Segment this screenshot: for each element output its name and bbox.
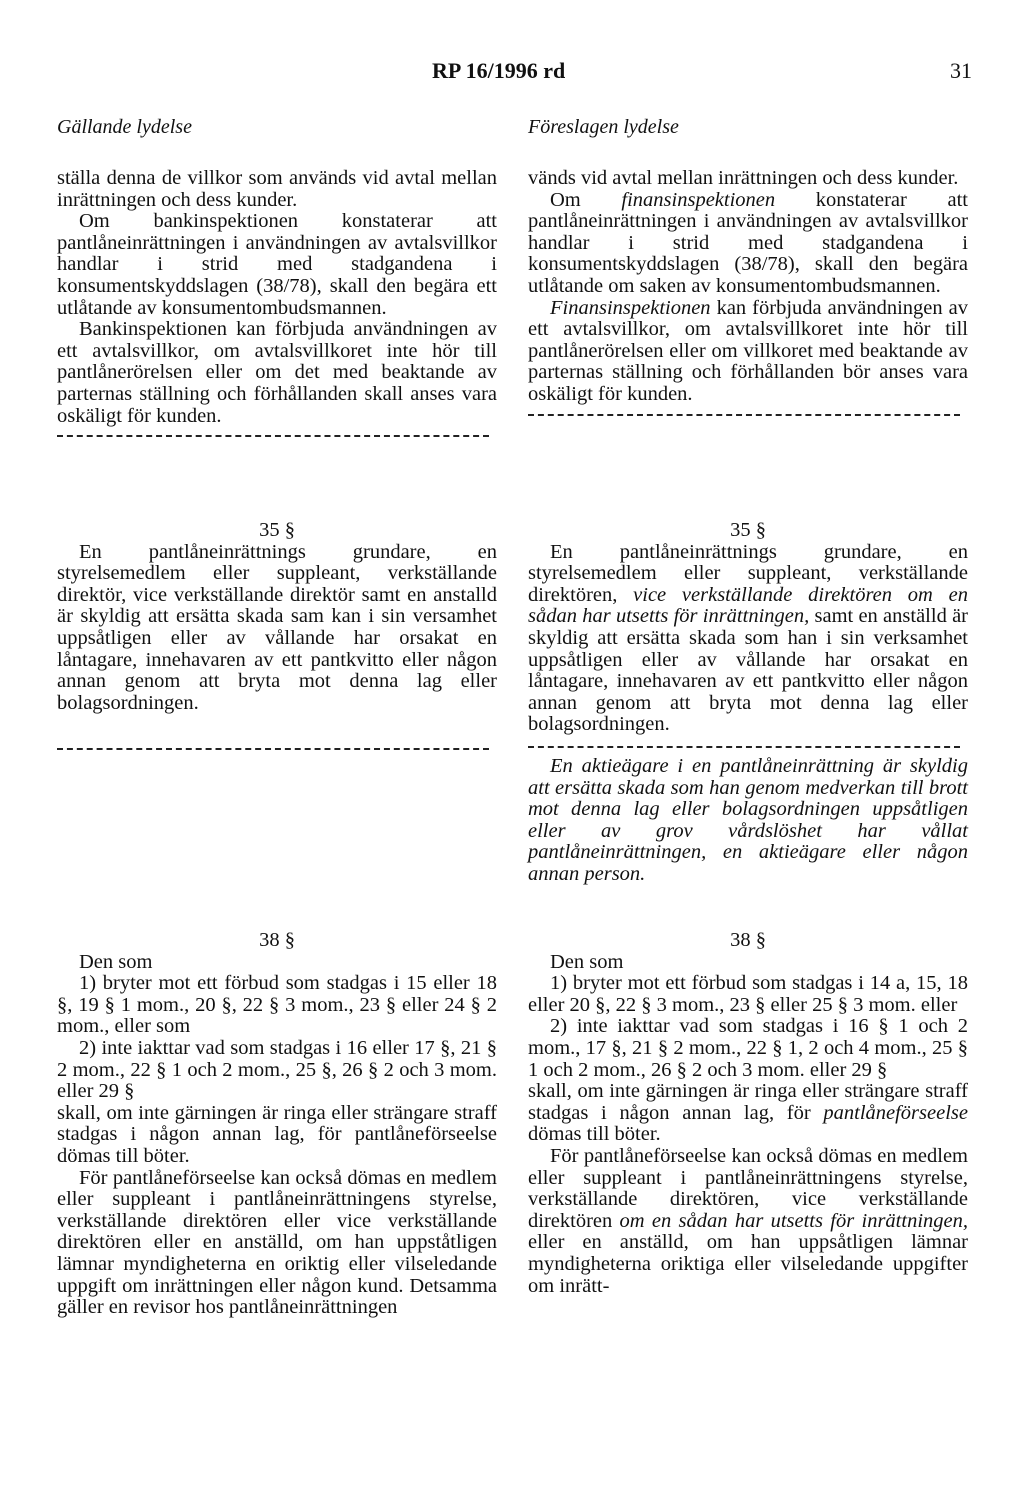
section-number: 38 §: [259, 929, 295, 951]
page-number: 31: [950, 58, 972, 83]
left-column-heading: Gällande lydelse: [57, 116, 192, 138]
section-number: 38 §: [730, 929, 766, 951]
left-paragraph: Den som: [79, 950, 153, 973]
left-list-item: 1) bryter mot ett förbud som stadgas i 15 eller 18 §, 19 § 1 mom., 20 §, 22 § 3 mom., 23 § eller 24 § 2 mom., eller som: [57, 972, 497, 1038]
left-block-1: [57, 168, 497, 437]
right-block-1: [528, 168, 968, 416]
right-paragraph: En pantlåneinrättnings grundare, en styrelsemedlem eller suppleant, verkställande direktören, vice verkställande direktören om en sådan har utsetts för inrättningen, samt en anställd är skyldig att ersätta skada som han i sin verksamhet uppsåtligen eller av vållande har orsakat en låntagare, innehavaren av ett pantkvitto eller någon annan genom att bryta mot denna lag eller bolagsordningen.: [528, 540, 968, 736]
document-title: RP 16/1996 rd: [432, 58, 566, 83]
left-paragraph: Om bankinspektionen konstaterar att pantlåneinrättningen i användningen av avtalsvillkor handlar i strid med stadgandena i konsumentskyddslagen (38/78), skall den begära ett utlåtande av konsumentombudsmannen.: [57, 210, 497, 319]
omission-divider: [57, 435, 489, 437]
section-number: 35 §: [259, 519, 295, 541]
right-paragraph: Den som: [550, 950, 624, 973]
right-paragraph: skall, om inte gärningen är ringa eller strängare straff stadgas i någon annan lag, för pantlåneförseelse dömas till böter.: [528, 1080, 968, 1146]
right-paragraph: Om finansinspektionen konstaterar att pantlåneinrättningen i användningen av avtalsvillkor handlar i strid med stadgandena i konsumentskyddslagen (38/78), skall den begära utlåtande om saken av konsumentombudsmannen.: [528, 188, 969, 297]
left-section-38: [57, 930, 497, 1319]
right-paragraph: För pantlåneförseelse kan också dömas en medlem eller suppleant i pantlåneinrättningens styrelse, verkställande direktören, vice verkställande direktören om en sådan har utsetts för inrättningen, eller en anställd, om han uppsåtligen lämnar myndigheterna oriktiga eller vilseledande uppgifter om inrätt-: [528, 1144, 968, 1297]
right-paragraph: En aktieägare i en pantlåneinrättning är skyldig att ersätta skada som han genom medverkan till brott mot denna lag eller bolagsordningen uppsåtligen eller av grov vårdslöshet har vållat pantlåneinrättningen, en aktieägare eller någon annan person.: [528, 754, 968, 885]
left-section-35: [57, 520, 497, 750]
right-section-38: [528, 930, 968, 1297]
left-list-item: 2) inte iakttar vad som stadgas i 16 eller 17 §, 21 § 2 mom., 22 § 1 och 2 mom., 25 §, 26 § 2 och 3 mom. eller 29 §: [57, 1036, 497, 1103]
left-paragraph: En pantlåneinrättnings grundare, en styrelsemedlem eller suppleant, verkställande direktör, vice verkställande direktör samt en anstalld är skyldig att ersätta skada sam kan i sin versamhet uppsåtligen eller av vållande har orsakat en låntagare, innehavaren av ett pantkvitto eller någon annan genom att bryta mot denna lag eller bolagsordningen.: [57, 540, 497, 714]
omission-divider: [528, 746, 960, 748]
right-column-heading: Föreslagen lydelse: [528, 116, 679, 138]
left-paragraph: Bankinspektionen kan förbjuda användningen av ett avtalsvillkor, om avtalsvillkoret inte hör till pantlånerörelsen eller om det med beaktande av parternas ställning och förhållanden skall anses vara oskäligt för kunden.: [57, 318, 497, 427]
right-list-item: 2) inte iakttar vad som stadgas i 16 § 1 och 2 mom., 17 §, 21 § 2 mom., 22 § 1, 2 och 4 mom., 25 § 1 och 2 mom., 26 § 2 och 3 mom. eller 29 §: [528, 1015, 968, 1081]
left-paragraph: För pantlåneförseelse kan också dömas en medlem eller suppleant i pantlåneinrättningens styrelse, verkställande direktören eller vice verkställande direktören eller en anställd, om han uppståtligen lämnar myndigheterna en oriktig eller vilseledande uppgift om inrättningen eller någon kund. Detsamma gäller en revisor hos pantlåneinrättningen: [57, 1166, 497, 1319]
left-paragraph: skall, om inte gärningen är ringa eller strängare straff stadgas i någon annan lag, för pantlåneförseelse dömas till böter.: [57, 1101, 497, 1167]
right-paragraph: vänds vid avtal mellan inrättningen och dess kunder.: [528, 167, 959, 189]
section-number: 35 §: [730, 519, 766, 541]
right-section-35: [528, 520, 968, 886]
omission-divider: [57, 748, 489, 750]
left-paragraph: ställa denna de villkor som används vid avtal mellan inrättningen och dess kunder.: [57, 167, 497, 211]
right-list-item: 1) bryter mot ett förbud som stadgas i 14 a, 15, 18 eller 20 §, 22 § 3 mom., 23 § eller 25 § 3 mom. eller: [528, 972, 968, 1016]
omission-divider: [528, 414, 960, 416]
right-paragraph: Finansinspektionen kan förbjuda användningen av ett avtalsvillkor, om avtalsvillkoret inte hör till pantlånerörelsen eller om villkoret med beaktande av parternas ställning och förhållanden bör anses vara oskäligt för kunden.: [528, 296, 968, 405]
